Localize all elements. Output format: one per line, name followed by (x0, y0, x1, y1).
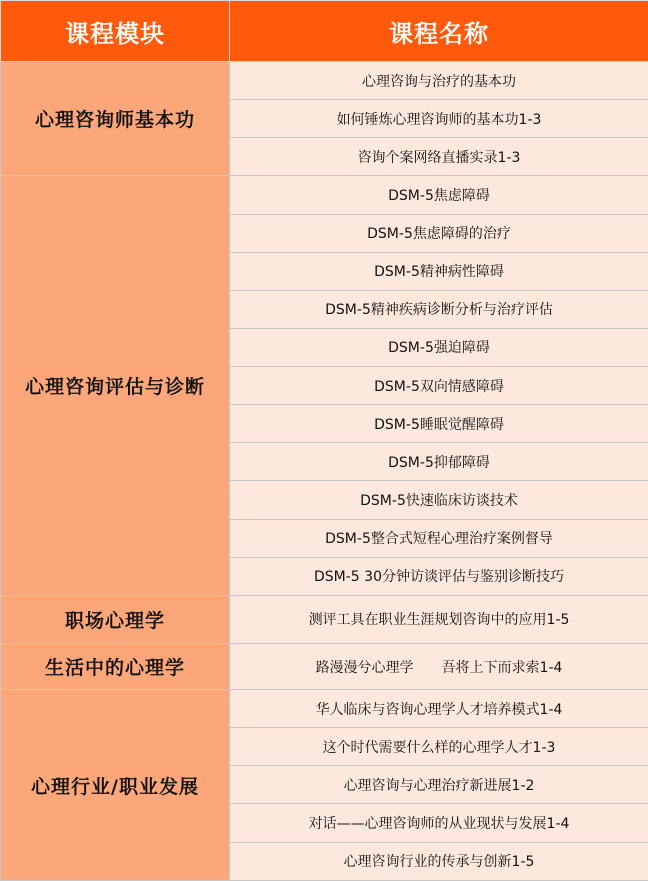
course-cell: 路漫漫兮心理学 吾将上下而求索1-4 (230, 643, 648, 689)
course-cell: DSM-5 30分钟访谈评估与鉴别诊断技巧 (230, 557, 648, 595)
course-cell: DSM-5焦虑障碍 (230, 176, 648, 214)
table-row (1, 176, 648, 214)
module-cell-everyday-psychology: 生活中的心理学 (1, 643, 230, 689)
course-cell: DSM-5焦虑障碍的治疗 (230, 214, 648, 252)
table-row (1, 690, 648, 728)
course-cell: DSM-5双向情感障碍 (230, 367, 648, 405)
course-cell: DSM-5抑郁障碍 (230, 443, 648, 481)
course-cell: 心理咨询行业的传承与创新1-5 (230, 842, 648, 880)
header-row (1, 1, 648, 62)
course-cell: 这个时代需要什么样的心理学人才1-3 (230, 728, 648, 766)
course-cell: DSM-5强迫障碍 (230, 328, 648, 366)
course-cell: 华人临床与咨询心理学人才培养模式1-4 (230, 690, 648, 728)
course-name-column-header: 课程名称 (230, 1, 648, 62)
course-cell: DSM-5精神疾病诊断分析与治疗评估 (230, 290, 648, 328)
course-cell: 咨询个案网络直播实录1-3 (230, 138, 648, 176)
module-cell-basic-skills: 心理咨询师基本功 (1, 62, 230, 176)
course-cell: 心理咨询与心理治疗新进展1-2 (230, 766, 648, 804)
module-cell-career-development: 心理行业/职业发展 (1, 690, 230, 881)
table-row (1, 62, 648, 100)
module-cell-workplace-psychology: 职场心理学 (1, 595, 230, 643)
course-cell: DSM-5整合式短程心理治疗案例督导 (230, 519, 648, 557)
module-column-header: 课程模块 (1, 1, 230, 62)
course-cell: 测评工具在职业生涯规划咨询中的应用1-5 (230, 595, 648, 643)
course-cell: 如何锤炼心理咨询师的基本功1-3 (230, 100, 648, 138)
course-cell: DSM-5精神病性障碍 (230, 252, 648, 290)
table-row (1, 595, 648, 643)
course-cell: DSM-5快速临床访谈技术 (230, 481, 648, 519)
module-cell-assessment-diagnosis: 心理咨询评估与诊断 (1, 176, 230, 595)
course-cell: DSM-5睡眠觉醒障碍 (230, 405, 648, 443)
course-cell: 对话——心理咨询师的从业现状与发展1-4 (230, 804, 648, 842)
course-cell: 心理咨询与治疗的基本功 (230, 62, 648, 100)
table-row (1, 643, 648, 689)
